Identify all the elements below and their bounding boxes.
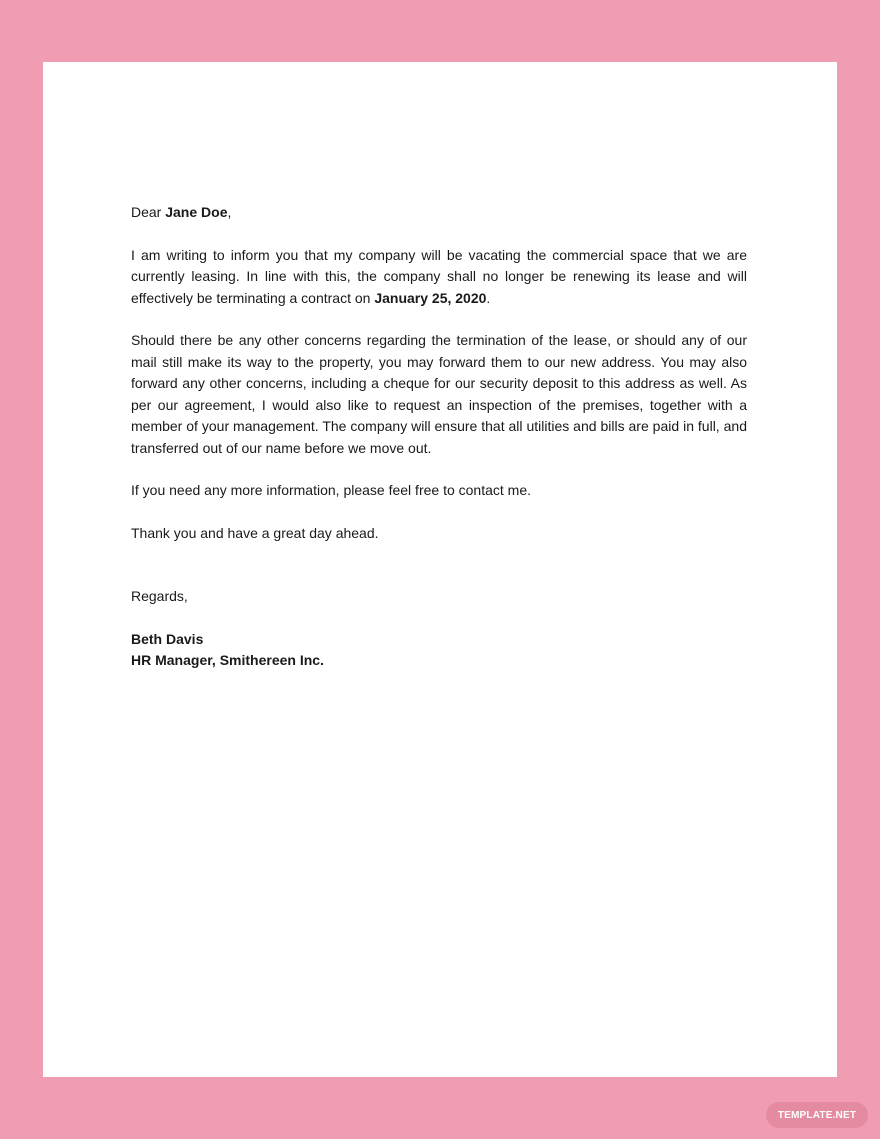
paragraph-concerns: Should there be any other concerns regarding the termination of the lease, or should any of our mail still make its way to the property, you may forward them to our new address. You may also forward any other concerns, including a cheque for our security deposit to this address as well. As per our agreement, I would also like to request an inspection of the premises, together with a member of your management. The company will ensure that all utilities and bills are paid in full, and transferred out of our name before we move out. — [131, 332, 747, 456]
signer-name: Beth Davis — [131, 630, 204, 647]
letter-body — [131, 202, 747, 672]
paragraph-contact: If you need any more information, please feel free to contact me. — [131, 482, 531, 498]
letter-page — [43, 62, 837, 1077]
paragraph-intent: I am writing to inform you that my company will be vacating the commercial space that we are currently leasing. In line with this, the company shall no longer be renewing its lease and will effectively be terminating a contract on January 25, 2020. — [131, 246, 747, 306]
paragraph-thanks: Thank you and have a great day ahead. — [131, 524, 379, 541]
closing: Regards, — [131, 588, 188, 604]
termination-date: January 25, 2020 — [374, 289, 487, 306]
signer-title: HR Manager, Smithereen Inc. — [131, 652, 324, 668]
template-net-watermark: TEMPLATE.NET — [766, 1102, 868, 1128]
salutation: Dear Jane Doe, — [131, 204, 232, 220]
recipient-name: Jane Doe — [165, 204, 228, 220]
